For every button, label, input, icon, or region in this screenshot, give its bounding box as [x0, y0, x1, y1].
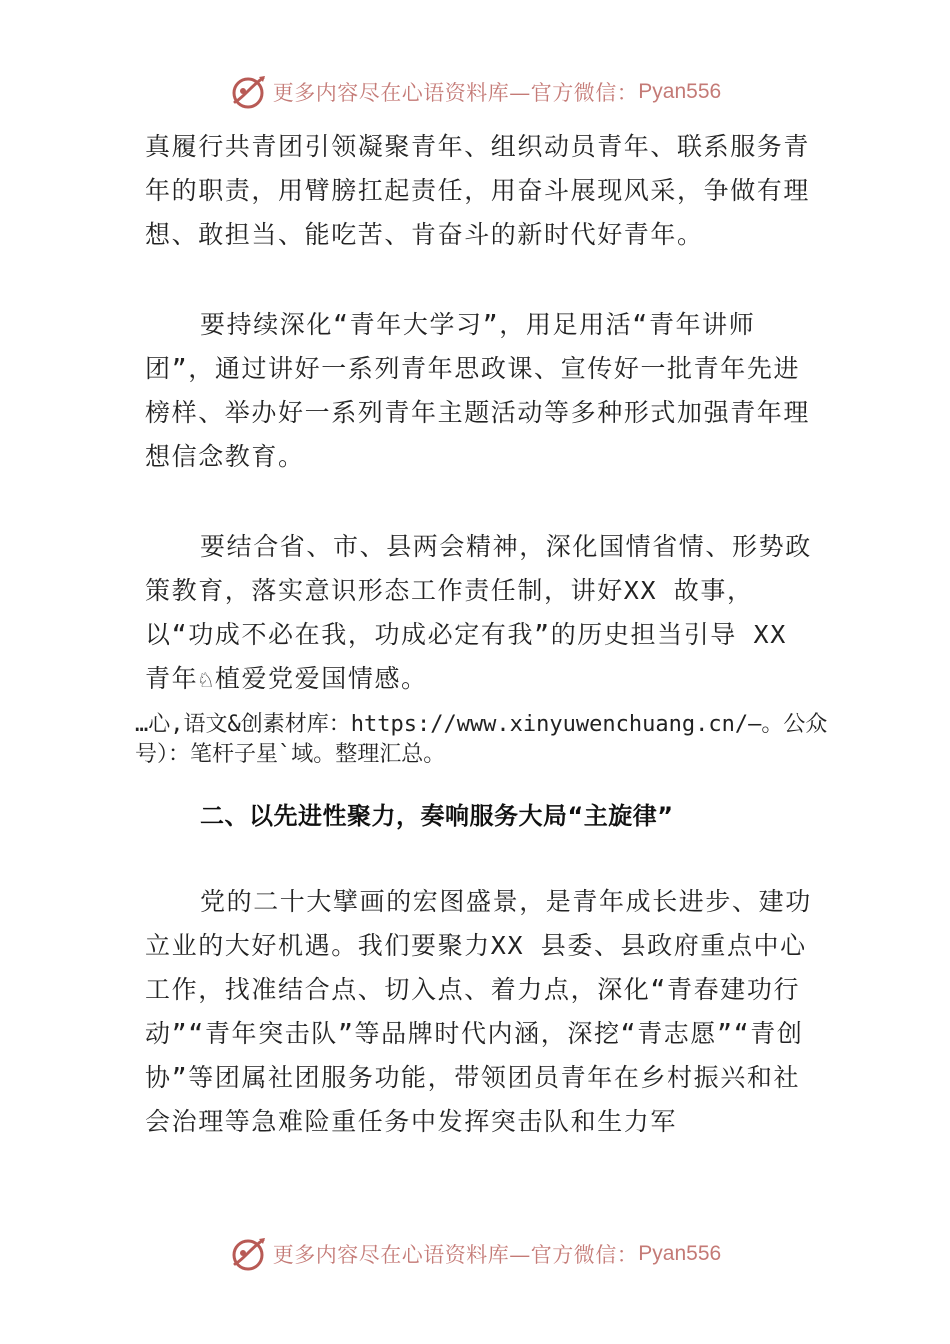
banner-text: 更多内容尽在心语资料库—官方微信：	[272, 1243, 639, 1267]
header-banner	[0, 68, 950, 116]
footer-banner	[0, 1230, 950, 1278]
xinyu-logo-icon	[229, 72, 269, 112]
banner-text: 更多内容尽在心语资料库—官方微信：	[272, 81, 639, 105]
banner-wechat-id: Pyan556	[638, 1242, 722, 1265]
source-notice: …心,语文&创素材库：https://www.xinyuwenchuang.cn/—。公众号）：笔杆子星`域。整理汇总。	[135, 712, 828, 767]
paragraph-3: 要结合省、市、县两会精神，深化国情省情、形势政策教育，落实意识形态工作责任制，讲好XX 故事，以“功成不必在我，功成必定有我”的历史担当引导 XX 青年♘植爱党爱国情感。	[145, 532, 812, 693]
section-heading: 二、以先进性聚力，奏响服务大局“主旋律”	[200, 802, 674, 830]
paragraph-1: 真履行共青团引领凝聚青年、组织动员青年、联系服务青年的职责，用臂膀扛起责任，用奋斗展现风采，争做有理想、敢担当、能吃苦、肯奋斗的新时代好青年。	[145, 132, 811, 249]
paragraph-5: 党的二十大擘画的宏图盛景，是青年成长进步、建功立业的大好机遇。我们要聚力XX 县委、县政府重点中心工作，找准结合点、切入点、着力点，深化“青春建功行动”“青年突击队”等品牌时代内涵，深挖“青志愿”“青创协”等团属社团服务功能，带领团员青年在乡村振兴和社会治理等急难险重任务中发挥突击队和生力军	[145, 887, 812, 1136]
paragraph-2: 要持续深化“青年大学习”，用足用活“青年讲师团”，通过讲好一系列青年思政课、宣传好一批青年先进榜样、举办好一系列青年主题活动等多种形式加强青年理想信念教育。	[145, 310, 811, 471]
xinyu-logo-icon	[229, 1234, 269, 1274]
banner-wechat-id: Pyan556	[638, 80, 722, 103]
